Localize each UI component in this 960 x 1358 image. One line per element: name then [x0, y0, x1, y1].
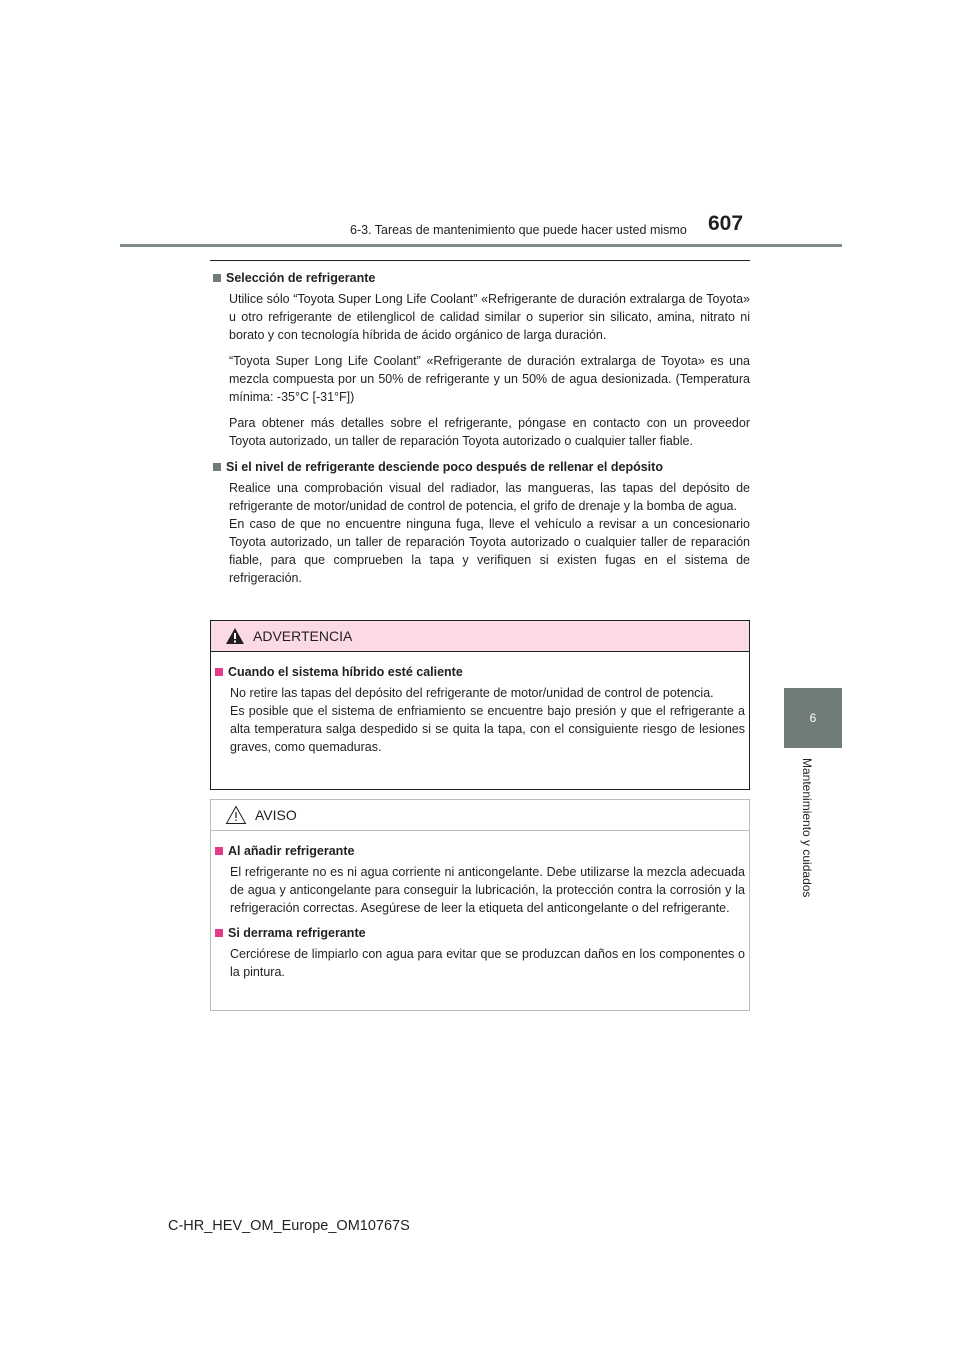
section-heading-text: Si el nivel de refrigerante desciende poco después de rellenar el depósito	[226, 460, 663, 474]
notice-heading-text: Al añadir refrigerante	[228, 844, 355, 858]
warning-paragraph: Es posible que el sistema de enfriamiento se encuentre bajo presión y que el refrigerante a alta temperatura salga despedido si se quita la tapa, con el consiguiente riesgo de lesiones graves, como quemaduras.	[230, 704, 745, 754]
warning-box-title: ADVERTENCIA	[253, 628, 353, 644]
square-bullet-icon	[215, 929, 223, 937]
footer-document-code: C-HR_HEV_OM_Europe_OM10767S	[168, 1218, 410, 1234]
square-bullet-icon	[215, 847, 223, 855]
square-bullet-icon	[213, 274, 221, 282]
notice-heading	[215, 843, 739, 860]
section-heading-text: Selección de refrigerante	[226, 271, 376, 285]
section-heading-coolant-selection	[210, 270, 750, 287]
chapter-header-title: 6-3. Tareas de mantenimiento que puede hacer usted mismo	[350, 223, 687, 237]
notice-paragraph: El refrigerante no es ni agua corriente ni anticongelante. Debe utilizarse la mezcla adecuada de agua y anticongelante para conseguir la lubricación, la protección contra la corrosión y la refrigeración correctas. Asegúrese de leer la etiqueta del anticongelante o del refrigerante.	[230, 865, 745, 915]
warning-box	[210, 620, 750, 790]
warning-heading-text: Cuando el sistema híbrido esté caliente	[228, 665, 463, 679]
notice-paragraph: Cerciórese de limpiarlo con agua para evitar que se produzcan daños en los componentes o la pintura.	[230, 947, 745, 979]
caution-triangle-icon	[225, 805, 247, 825]
chapter-tab-label: Mantenimiento y cuidados	[800, 758, 814, 898]
chapter-tab[interactable]	[784, 688, 842, 748]
square-bullet-icon	[215, 668, 223, 676]
notice-heading	[215, 925, 739, 942]
notice-box	[210, 799, 750, 1011]
paragraph: Para obtener más detalles sobre el refrigerante, póngase en contacto con un proveedor Toyota autorizado, un taller de reparación Toyota autorizado o cualquier taller fiable.	[229, 416, 750, 448]
square-bullet-icon	[213, 463, 221, 471]
warning-triangle-icon	[225, 627, 245, 645]
warning-box-body	[211, 652, 749, 756]
page-number: 607	[708, 212, 744, 235]
header-rule	[120, 244, 842, 247]
paragraph: “Toyota Super Long Life Coolant” «Refrigerante de duración extralarga de Toyota» es una mezcla compuesta por un 50% de refrigerante y un 50% de agua desionizada. (Temperatura mínima: -35°C [-31°F])	[229, 354, 750, 404]
notice-box-header	[211, 800, 749, 831]
section-heading-coolant-level	[210, 459, 750, 476]
notice-box-body	[211, 831, 749, 981]
notice-heading-text: Si derrama refrigerante	[228, 926, 366, 940]
warning-heading	[215, 664, 739, 681]
chapter-tab-number: 6	[809, 711, 817, 725]
notice-box-title: AVISO	[255, 807, 297, 823]
content-top-rule	[210, 260, 750, 261]
paragraph: Realice una comprobación visual del radiador, las mangueras, las tapas del depósito de refrigerante de motor/unidad de control de potencia, el grifo de drenaje y la bomba de agua.	[229, 481, 750, 513]
warning-box-header	[211, 621, 749, 652]
paragraph: En caso de que no encuentre ninguna fuga, lleve el vehículo a revisar a un concesionario Toyota autorizado, un taller de reparación Toyota autorizado o cualquier taller de reparación fiable, para que comprueben la tapa y verifiquen si existen fugas en el sistema de refrigeración.	[229, 517, 750, 585]
main-content	[210, 260, 750, 587]
warning-paragraph: No retire las tapas del depósito del refrigerante de motor/unidad de control de potencia.	[230, 686, 714, 700]
paragraph: Utilice sólo “Toyota Super Long Life Coolant” «Refrigerante de duración extralarga de Toyota» u otro refrigerante de etilenglicol de calidad similar o superior sin silicato, amina, nitrato ni borato y con tecnología híbrida de ácido orgánico de larga duración.	[229, 292, 750, 342]
